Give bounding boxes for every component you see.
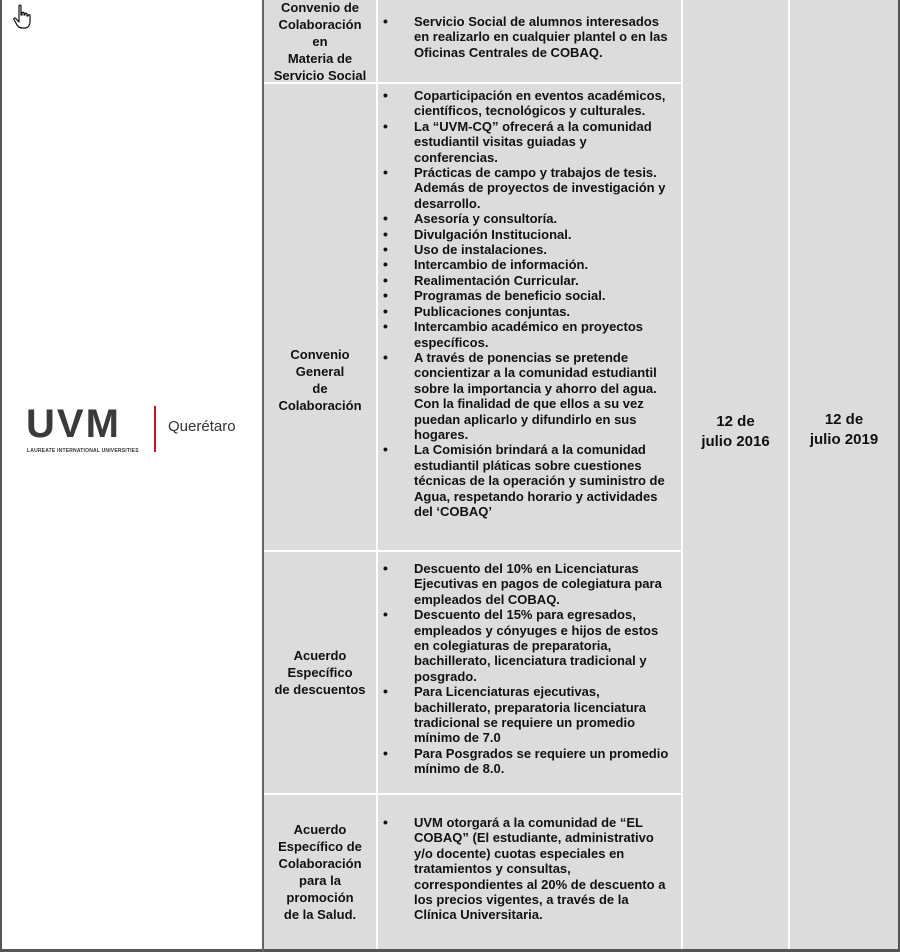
list-item: • Uso de instalaciones. xyxy=(378,242,671,257)
list-item: • Para Licenciaturas ejecutivas, bachillerato, preparatoria licenciatura tradicional se requiere un promedio mínimo de 7.0 xyxy=(378,684,671,746)
benefits-cell xyxy=(378,552,681,793)
list-item: • Programas de beneficio social. xyxy=(378,288,671,303)
benefits-list xyxy=(378,88,671,519)
list-item: • La “UVM-CQ” ofrecerá a la comunidad estudiantil visitas guiadas y conferencias. xyxy=(378,119,671,165)
list-item: • Coparticipación en eventos académicos, científicos, tecnológicos y culturales. xyxy=(378,88,671,119)
agreement-name: Acuerdo Específico de descuentos xyxy=(274,648,366,697)
list-item: • Intercambio de información. xyxy=(378,257,671,272)
list-item: • Divulgación Institucional. xyxy=(378,227,671,242)
agreement-name-cell xyxy=(264,84,376,550)
list-item: • Servicio Social de alumnos interesados en realizarlo en cualquier plantel o en las Oficinas Centrales de COBAQ. xyxy=(378,14,671,60)
benefits-list xyxy=(378,561,671,777)
benefits-list xyxy=(378,14,671,60)
agreement-name-cell xyxy=(264,0,376,82)
agreement-name-cell xyxy=(264,552,376,793)
list-item: • A través de ponencias se pretende concientizar a la comunidad estudiantil sobre la importancia y ahorro del agua. Con la finalidad de que ellos a su vez puedan aplicarlo y difundirlo en sus hogares. xyxy=(378,350,671,442)
benefits-list xyxy=(378,815,671,923)
list-item: • UVM otorgará a la comunidad de “EL COBAQ” (El estudiante, administrativo y/o docente) cuotas especiales en tratamientos y consultas, correspondientes al 20% de descuento a los precios vigentes, a través de la Clínica Universitaria. xyxy=(378,815,671,923)
uvm-logo xyxy=(26,404,266,460)
start-date-cell xyxy=(683,0,788,949)
list-item: • Descuento del 10% en Licenciaturas Ejecutivas en pagos de colegiatura para empleados del COBAQ. xyxy=(378,561,671,607)
agreement-name: Acuerdo Específico de Colaboración para la promoción de la Salud. xyxy=(278,822,362,922)
agreement-name: Convenio General de Colaboración xyxy=(278,347,362,413)
list-item: • Descuento del 15% para egresados, empleados y cónyuges e hijos de estos en colegiaturas de preparatoria, bachillerato, licenciatura tradicional y posgrado. xyxy=(378,607,671,684)
hand-pointer-icon xyxy=(12,4,34,30)
agreement-name-cell xyxy=(264,795,376,949)
list-item: • Prácticas de campo y trabajos de tesis. Además de proyectos de investigación y desarrollo. xyxy=(378,165,671,211)
logo-tagline: LAUREATE INTERNATIONAL UNIVERSITIES xyxy=(27,448,139,454)
list-item: • Realimentación Curricular. xyxy=(378,273,671,288)
logo-campus: Querétaro xyxy=(168,418,236,435)
list-item: • Intercambio académico en proyectos específicos. xyxy=(378,319,671,350)
benefits-cell xyxy=(378,84,681,550)
list-item: • Publicaciones conjuntas. xyxy=(378,304,671,319)
end-date: 12 de julio 2019 xyxy=(809,411,879,448)
end-date-cell xyxy=(790,0,898,949)
logo-divider xyxy=(154,406,156,452)
agreement-name: Convenio de Colaboración en Materia de Servicio Social xyxy=(273,0,367,83)
list-item: • La Comisión brindará a la comunidad estudiantil pláticas sobre cuestiones técnicas de la operación y suministro de Agua, respetando horario y actividades del ‘COBAQ’ xyxy=(378,442,671,519)
list-item: • Asesoría y consultoría. xyxy=(378,211,671,226)
benefits-cell xyxy=(378,0,681,82)
benefits-cell xyxy=(378,795,681,949)
logo-wordmark: UVM xyxy=(26,402,121,446)
list-item: • Para Posgrados se requiere un promedio mínimo de 8.0. xyxy=(378,746,671,777)
start-date: 12 de julio 2016 xyxy=(701,413,770,450)
